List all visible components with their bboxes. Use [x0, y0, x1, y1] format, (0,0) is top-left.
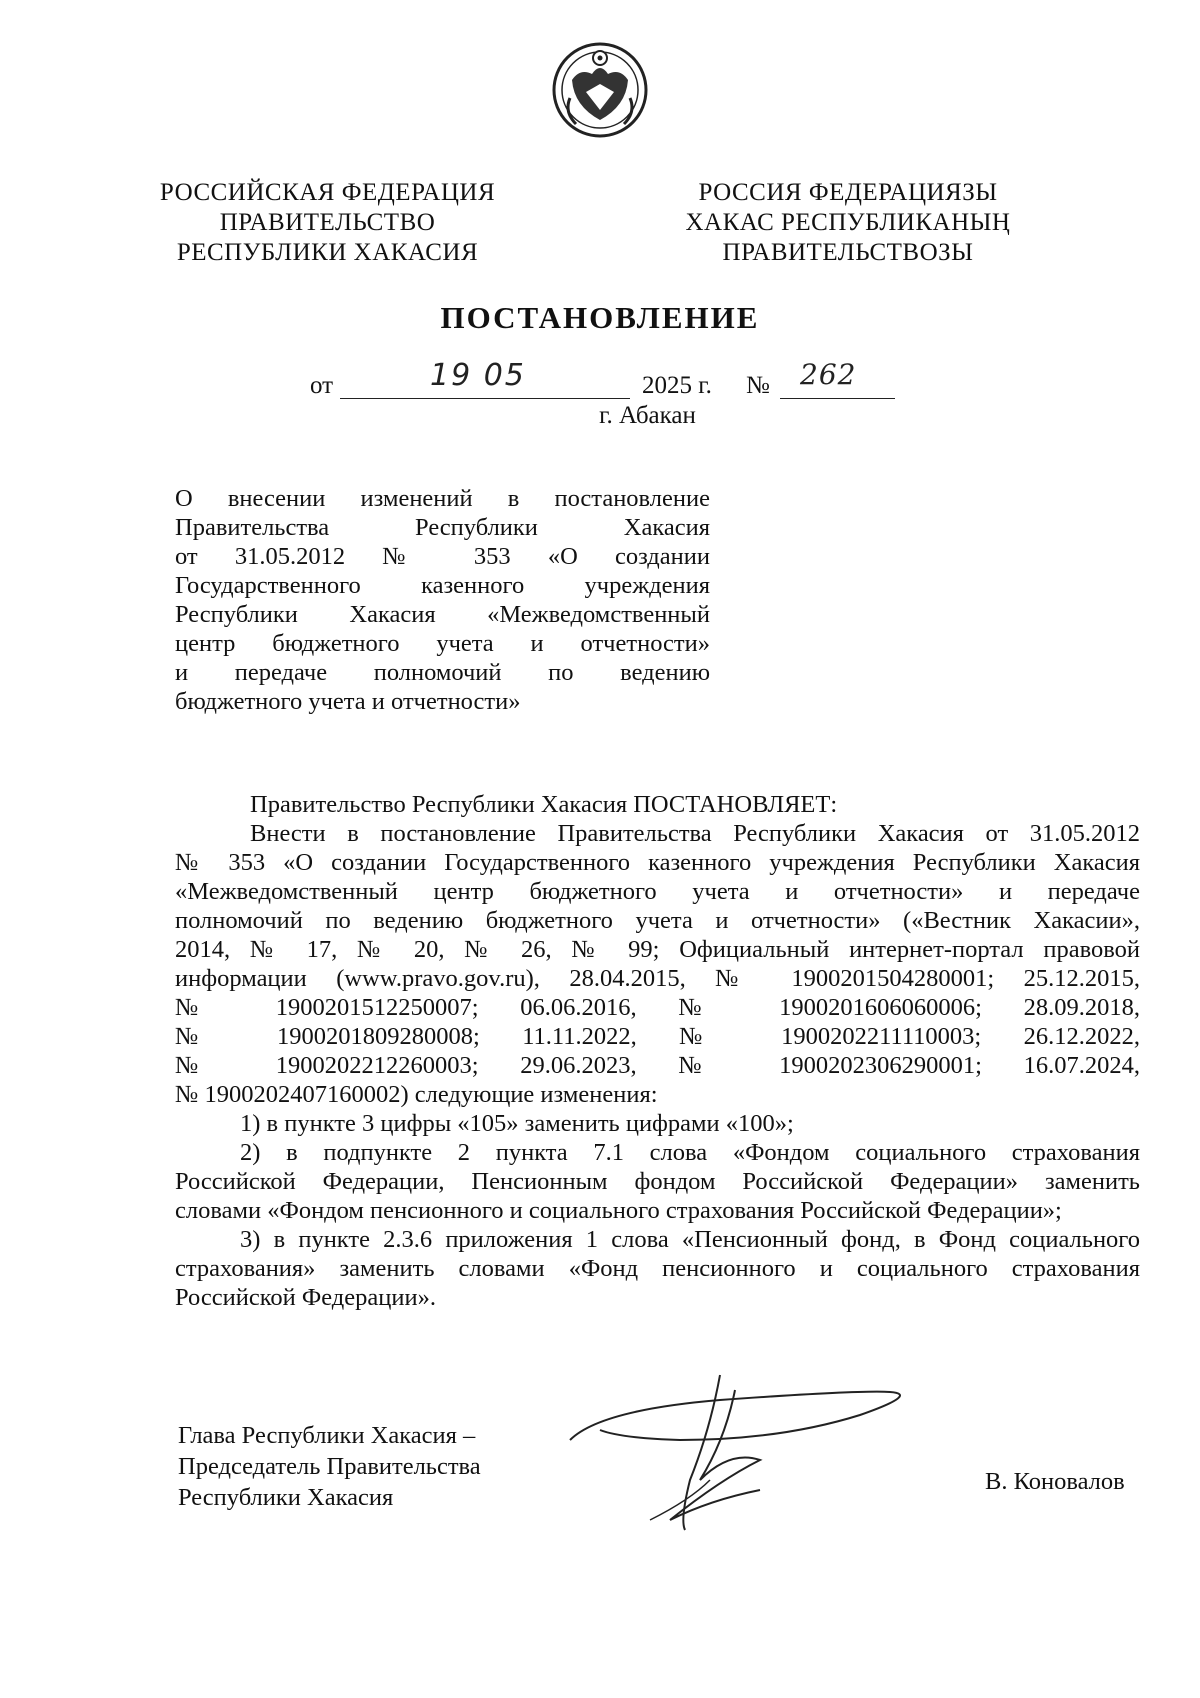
- body-line: № 353 «О создании Государственного казенного учреждения Республики Хакасия: [175, 849, 1140, 876]
- amendment-item-2-line: 2) в подпункте 2 пункта 7.1 слова «Фондом социального страхования: [240, 1139, 1140, 1166]
- document-type-title: ПОСТАНОВЛЕНИЕ: [440, 300, 760, 335]
- signatory-position-line: Республики Хакасия: [178, 1484, 394, 1511]
- subject-line: Правительства Республики Хакасия: [175, 514, 710, 541]
- amendment-item-1: 1) в пункте 3 цифры «105» заменить цифрами «100»;: [240, 1110, 794, 1137]
- header-left-line: РЕСПУБЛИКИ ХАКАСИЯ: [176, 239, 479, 266]
- coat-of-arms-emblem: [550, 40, 650, 140]
- header-left-line: ПРАВИТЕЛЬСТВО: [219, 209, 436, 236]
- body-line: информации (www.pravo.gov.ru), 28.04.2015, № 1900201504280001; 25.12.2015,: [175, 965, 1140, 992]
- date-from-label: от: [310, 372, 334, 399]
- city-name: г. Абакан: [599, 402, 696, 429]
- amendment-item-3-line: страхования» заменить словами «Фонд пенсионного и социального страхования: [175, 1255, 1140, 1282]
- body-line: № 1900202212260003; 29.06.2023, № 1900202306290001; 16.07.2024,: [175, 1052, 1140, 1079]
- body-preamble: Правительство Республики Хакасия ПОСТАНОВЛЯЕТ:: [250, 791, 838, 818]
- header-left-block: [155, 178, 500, 268]
- body-line: «Межведомственный центр бюджетного учета и отчетности» и передаче: [175, 878, 1140, 905]
- subject-line: и передаче полномочий по ведению: [175, 659, 710, 686]
- number-label: №: [746, 372, 770, 399]
- handwritten-date: 19 05: [430, 358, 526, 393]
- body-line: 2014, № 17, № 20, № 26, № 99; Официальный интернет-портал правовой: [175, 936, 1140, 963]
- handwritten-signature: [560, 1370, 950, 1540]
- body-line: № 1900202407160002) следующие изменения:: [175, 1081, 658, 1108]
- signatory-position-line: Председатель Правительства: [178, 1453, 481, 1480]
- subject-line: Государственного казенного учреждения: [175, 572, 710, 599]
- amendment-item-3-line: 3) в пункте 2.3.6 приложения 1 слова «Пенсионный фонд, в Фонд социального: [240, 1226, 1140, 1253]
- subject-line: от 31.05.2012 № 353 «О создании: [175, 543, 710, 570]
- amendment-item-3-line: Российской Федерации».: [175, 1284, 436, 1311]
- document-subject: [175, 484, 710, 716]
- date-underline: [340, 398, 630, 399]
- signatory-name: В. Коновалов: [985, 1468, 1125, 1495]
- subject-line: Республики Хакасия «Межведомственный: [175, 601, 710, 628]
- amendment-item-2-line: словами «Фондом пенсионного и социального страхования Российской Федерации»;: [175, 1197, 1062, 1224]
- number-underline: [780, 398, 895, 399]
- subject-line: О внесении изменений в постановление: [175, 485, 710, 512]
- body-line: № 1900201809280008; 11.11.2022, № 1900202211110003; 26.12.2022,: [175, 1023, 1140, 1050]
- amendment-item-2-line: Российской Федерации, Пенсионным фондом Российской Федерации» заменить: [175, 1168, 1140, 1195]
- date-year: 2025 г.: [642, 372, 712, 399]
- body-line: Внести в постановление Правительства Республики Хакасия от 31.05.2012: [250, 820, 1140, 847]
- header-right-line: РОССИЯ ФЕДЕРАЦИЯЗЫ: [698, 179, 998, 206]
- signatory-position-line: Глава Республики Хакасия –: [178, 1422, 476, 1449]
- header-right-block: [668, 178, 1028, 268]
- subject-line: бюджетного учета и отчетности»: [175, 688, 521, 715]
- signatory-position: [178, 1420, 481, 1513]
- header-left-line: РОССИЙСКАЯ ФЕДЕРАЦИЯ: [159, 179, 496, 206]
- handwritten-number: 262: [800, 358, 857, 391]
- header-right-line: ХАКАС РЕСПУБЛИКАНЫҢ: [685, 209, 1011, 236]
- date-number-line: [0, 358, 1200, 402]
- header-right-line: ПРАВИТЕЛЬСТВОЗЫ: [722, 239, 974, 266]
- document-body: [175, 790, 1140, 1312]
- subject-line: центр бюджетного учета и отчетности»: [175, 630, 710, 657]
- body-line: полномочий по ведению бюджетного учета и отчетности» («Вестник Хакасии»,: [175, 907, 1140, 934]
- body-line: № 1900201512250007; 06.06.2016, № 1900201606060006; 28.09.2018,: [175, 994, 1140, 1021]
